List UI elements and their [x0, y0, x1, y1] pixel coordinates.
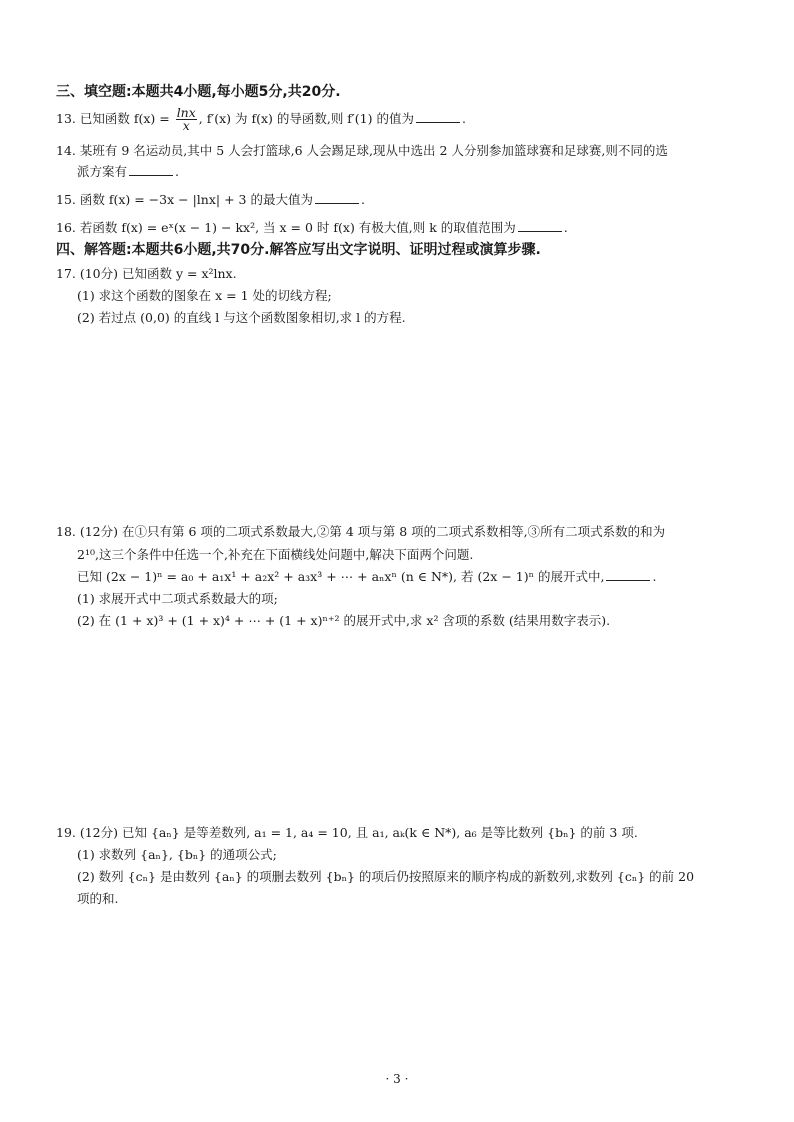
- page-number: · 3 ·: [385, 1072, 409, 1086]
- q13-end: .: [461, 111, 466, 126]
- q14-line-2-text: 派方案有: [77, 164, 128, 179]
- question-19-part-2-line-1: (2) 数列 {cₙ} 是由数列 {aₙ} 的项删去数列 {bₙ} 的项后仍按照原来的顺序构成的新数列,求数列 {cₙ} 的前 20: [77, 869, 695, 884]
- q18-line-3-end: .: [652, 569, 657, 584]
- question-17-part-1: (1) 求这个函数的图象在 x = 1 处的切线方程;: [77, 288, 332, 303]
- q15-text: 15. 函数 f(x) = −3x − |lnx| + 3 的最大值为: [56, 192, 313, 207]
- q14-end: .: [175, 164, 179, 179]
- question-15: [56, 190, 365, 210]
- q15-end: .: [360, 192, 365, 207]
- section-4-heading: 四、解答题:本题共6小题,共70分.解答应写出文字说明、证明过程或演算步骤.: [56, 242, 541, 258]
- question-16: [56, 218, 568, 238]
- question-17-part-2: (2) 若过点 (0,0) 的直线 l 与这个函数图象相切,求 l 的方程.: [77, 310, 406, 325]
- question-18-part-2: (2) 在 (1 + x)³ + (1 + x)⁴ + ⋯ + (1 + x)ⁿ⁺² 的展开式中,求 x² 含项的系数 (结果用数字表示).: [77, 613, 611, 628]
- question-18-part-1: (1) 求展开式中二项式系数最大的项;: [77, 591, 278, 606]
- question-19-part-1: (1) 求数列 {aₙ}, {bₙ} 的通项公式;: [77, 847, 277, 862]
- q18-line-3-text: 已知 (2x − 1)ⁿ = a₀ + a₁x¹ + a₂x² + a₃x³ + ⋯ + aₙxⁿ (n ∈ N*), 若 (2x − 1)ⁿ 的展开式中,: [77, 569, 605, 584]
- q13-fraction-denominator: x: [182, 118, 190, 133]
- question-14-line-1: 14. 某班有 9 名运动员,其中 5 人会打篮球,6 人会踢足球,现从中选出 2 人分别参加篮球赛和足球赛,则不同的选: [56, 143, 668, 158]
- question-18-line-1: 18. (12分) 在①只有第 6 项的二项式系数最大,②第 4 项与第 8 项的二项式系数相等,③所有二项式系数的和为: [56, 524, 666, 539]
- section-3-heading: 三、填空题:本题共4小题,每小题5分,共20分.: [56, 84, 341, 100]
- question-14-line-2: [77, 162, 179, 182]
- q16-text: 16. 若函数 f(x) = eˣ(x − 1) − kx², 当 x = 0 时 f(x) 有极大值,则 k 的取值范围为: [56, 220, 516, 235]
- question-19-part-2-line-2: 项的和.: [77, 891, 119, 906]
- q13-tail: , f′(x) 为 f(x) 的导函数,则 f′(1) 的值为: [198, 111, 414, 126]
- question-19-line-1: 19. (12分) 已知 {aₙ} 是等差数列, a₁ = 1, a₄ = 10, 且 a₁, aₖ(k ∈ N*), a₆ 是等比数列 {bₙ} 的前 3 项.: [56, 825, 638, 840]
- q14-answer-blank[interactable]: [129, 162, 173, 176]
- question-18-line-3: [77, 567, 656, 587]
- q13-lead: 13. 已知函数 f(x) =: [56, 111, 174, 126]
- question-13: [56, 106, 466, 132]
- q13-fraction-numerator: lnx: [176, 105, 196, 120]
- q16-end: .: [563, 220, 568, 235]
- q15-answer-blank[interactable]: [315, 190, 359, 204]
- q13-answer-blank[interactable]: [416, 109, 460, 123]
- q13-fraction: [176, 107, 197, 132]
- q16-answer-blank[interactable]: [518, 218, 562, 232]
- question-18-line-2: 2¹⁰,这三个条件中任选一个,补充在下面横线处问题中,解决下面两个问题.: [77, 547, 474, 562]
- question-17-stem: 17. (10分) 已知函数 y = x²lnx.: [56, 266, 237, 281]
- q18-answer-blank[interactable]: [606, 567, 650, 581]
